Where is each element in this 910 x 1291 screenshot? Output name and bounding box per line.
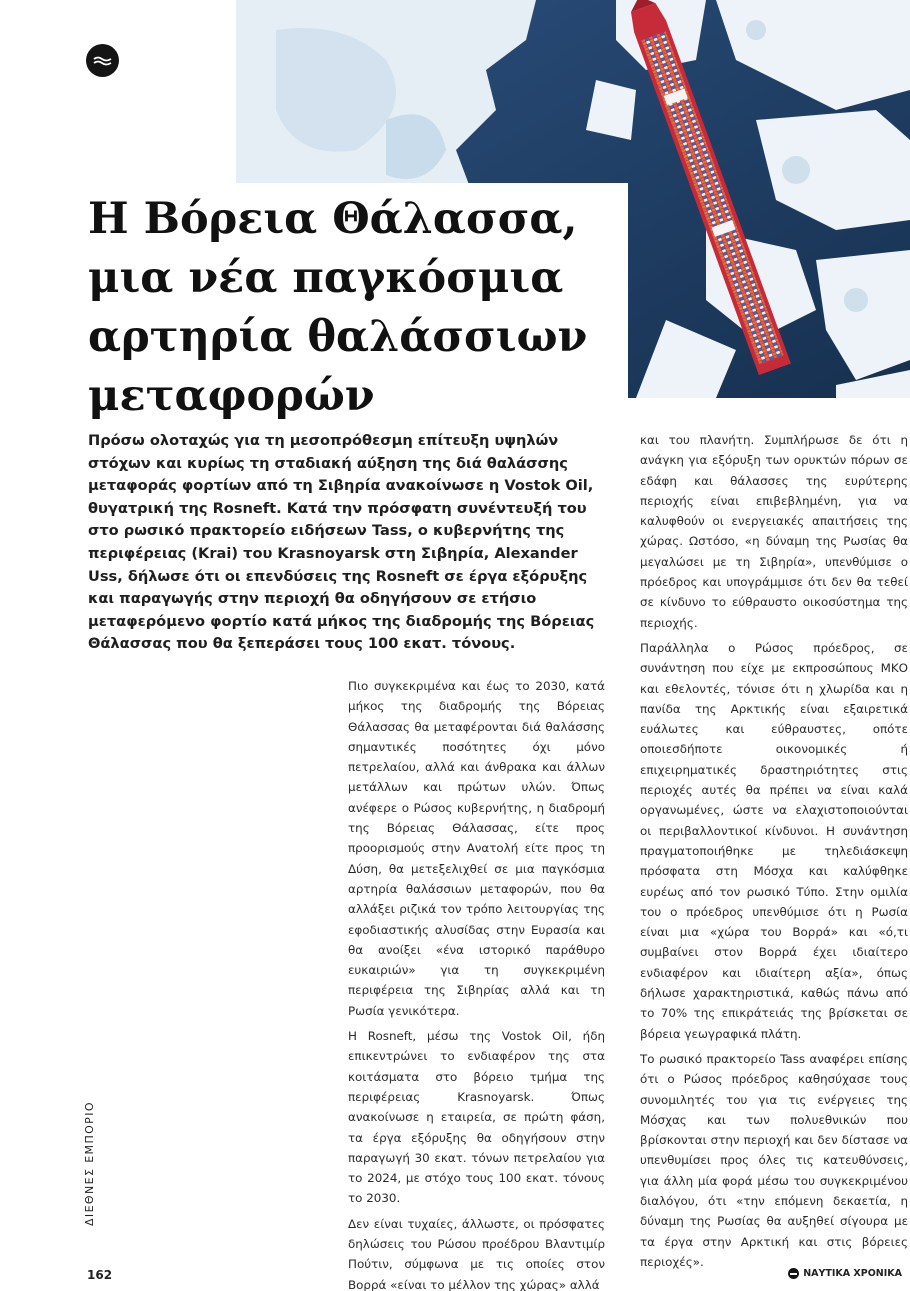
brand-name: ΝΑΥΤΙΚΑ ΧΡΟΝΙΚΑ [803,1268,902,1279]
section-label: ΔΙΕΘΝΕΣ ΕΜΠΟΡΙΟ [83,1101,96,1226]
headline-line: μια νέα παγκόσμια [88,253,564,303]
body-paragraph: και του πλανήτη. Συμπλήρωσε δε ότι η ανάγκη για εξόρυξη των ορυκτών πόρων σε εδάφη και θάλασσες της ευρύτερης περιοχής είναι επιβεβλημένη, για να καλυφθούν οι ενεργειακές απαιτήσεις της χώρας. Ωστόσο, «η δύναμη της Ρωσίας θα μεγαλώσει με τη Σιβηρία», υπενθύμισε ο πρόεδρος και υπογράμμισε ότι δεν θα τεθεί σε κίνδυνο το εύθραυστο οικοσύστημα της περιοχής. [640,433,908,630]
body-paragraph: Το ρωσικό πρακτορείο Tass αναφέρει επίσης ότι ο Ρώσος πρόεδρος καθησύχασε τους συνομιλητές του για τις ενέργειες της Μόσχας και των πολυεθνικών που βρίσκονται στην περιοχή και δεν δίστασε να υπενθυμίσει προς όλες τις κατευθύνσεις, για άλλη μία φορά μέσω του συγκεκριμένου διαλόγου, ότι «την επόμενη δεκαετία, η δύναμη της Ρωσίας θα αυξηθεί σίγουρα με τα έργα στην Αρκτική και στις βόρειες περιοχές». [640,1051,908,1269]
brand-logo-icon [788,1268,799,1279]
body-column-middle [348,676,605,1291]
body-paragraph: Πιο συγκεκριμένα και έως το 2030, κατά μήκος της διαδρομής της Βόρειας Θάλασσας θα μεταφέρονται διά θαλάσσης σημαντικές ποσότητες όχι μόνο πετρελαίου, αλλά και άνθρακα και άλλων μετάλλων και πρώτων υλών. Όπως ανέφερε ο Ρώσος κυβερνήτης, η διαδρομή της Βόρειας Θάλασσας, είτε προς προορισμούς στην Ανατολή είτε προς τη Δύση, θα μετεξελιχθεί σε μια παγκόσμια αρτηρία θαλάσσιων μεταφορών, που θα αλλάξει ριζικά τον τρόπο λειτουργίας της εφοδιαστικής αλυσίδας στην Ευρασία και θα ανοίξει «ένα ιστορικό παράθυρο ευκαιριών» για τη συγκεκριμένη περιφέρεια της Σιβηρίας αλλά και τη Ρωσία γενικότερα. [348,679,605,1018]
body-paragraph: Παράλληλα ο Ρώσος πρόεδρος, σε συνάντηση που είχε με εκπροσώπους ΜΚΟ και εθελοντές, τόνισε ότι η χλωρίδα και η πανίδα της Αρκτικής είναι εξαιρετικά ευάλωτες και εύθραυστες, οπότε οποιεσδήποτε οικονομικές ή επιχειρηματικές δραστηριότητες στις περιοχές αυτές θα πρέπει να είναι καλά οργανωμένες, ώστε να ελαχιστοποιούνται οι περιβαλλοντικοί κίνδυνοι. Η συνάντηση πραγματοποιήθηκε με τηλεδιάσκεψη πρόσφατα στη Μόσχα και καλύφθηκε ευρέως από τον ρωσικό Τύπο. Στην ομιλία του ο πρόεδρος υπενθύμισε ότι η Ρωσία είναι μια «χώρα του Βορρά» και «ό,τι συμβαίνει στον Βορρά έχει ιδιαίτερο ενδιαφέρον και ιδιαίτερη αξία», όπως δήλωσε χαρακτηριστικά, καθώς πάνω από το 70% της επικράτειάς της βρίσκεται σε βόρεια γεωγραφικά πλάτη. [640,640,908,1041]
waves-icon [86,44,119,77]
headline-line: Η Βόρεια Θάλασσα, [88,194,578,244]
headline-line: μεταφορών [88,371,375,421]
headline-line: αρτηρία θαλάσσιων [88,312,588,362]
magazine-brand [788,1268,902,1279]
body-paragraph: Δεν είναι τυχαίες, άλλωστε, οι πρόσφατες δηλώσεις του Ρώσου προέδρου Βλαντιμίρ Πούτιν, σύμφωνα με τις οποίες στον Βορρά «είναι το μέλλον της χώρας» αλλά [348,1216,605,1291]
page-number: 162 [87,1268,113,1282]
lead-paragraph: Πρόσω ολοταχώς για τη μεσοπρόθεσμη επίτευξη υψηλών στόχων και κυρίως τη σταδιακή αύξηση της διά θαλάσσης μεταφοράς φορτίων από τη Σιβηρία ανακοίνωσε η Vostok Oil, θυγατρική της Rosneft. Κατά την πρόσφατη συνέντευξή του στο ρωσικό πρακτορείο ειδήσεων Tass, ο κυβερνήτης της περιφέρειας (Krai) του Krasnoyarsk στη Σιβηρία, Alexander Uss, δήλωσε ότι οι επενδύσεις της Rosneft σε έργα εξόρυξης και παραγωγής στην περιοχή θα οδηγήσουν σε ετήσιο μεταφερόμενο φορτίο κατά μήκος της διαδρομής της Βόρειας Θάλασσας που θα ξεπεράσει τους 100 εκατ. τόνους. [88,432,595,653]
article-headline [88,190,628,426]
body-column-right [640,430,908,1272]
body-paragraph: Η Rosneft, μέσω της Vostok Oil, ήδη επικεντρώνει το ενδιαφέρον της στα κοιτάσματα στο βόρειο τμήμα της περιφέρειας Krasnoyarsk. Όπως ανακοίνωσε η εταιρεία, σε πρώτη φάση, τα έργα εξόρυξης θα οδηγήσουν στην παραγωγή 30 εκατ. τόνων πετρελαίου για το 2024, με στόχο τους 100 εκατ. τόνους το 2030. [348,1029,605,1206]
